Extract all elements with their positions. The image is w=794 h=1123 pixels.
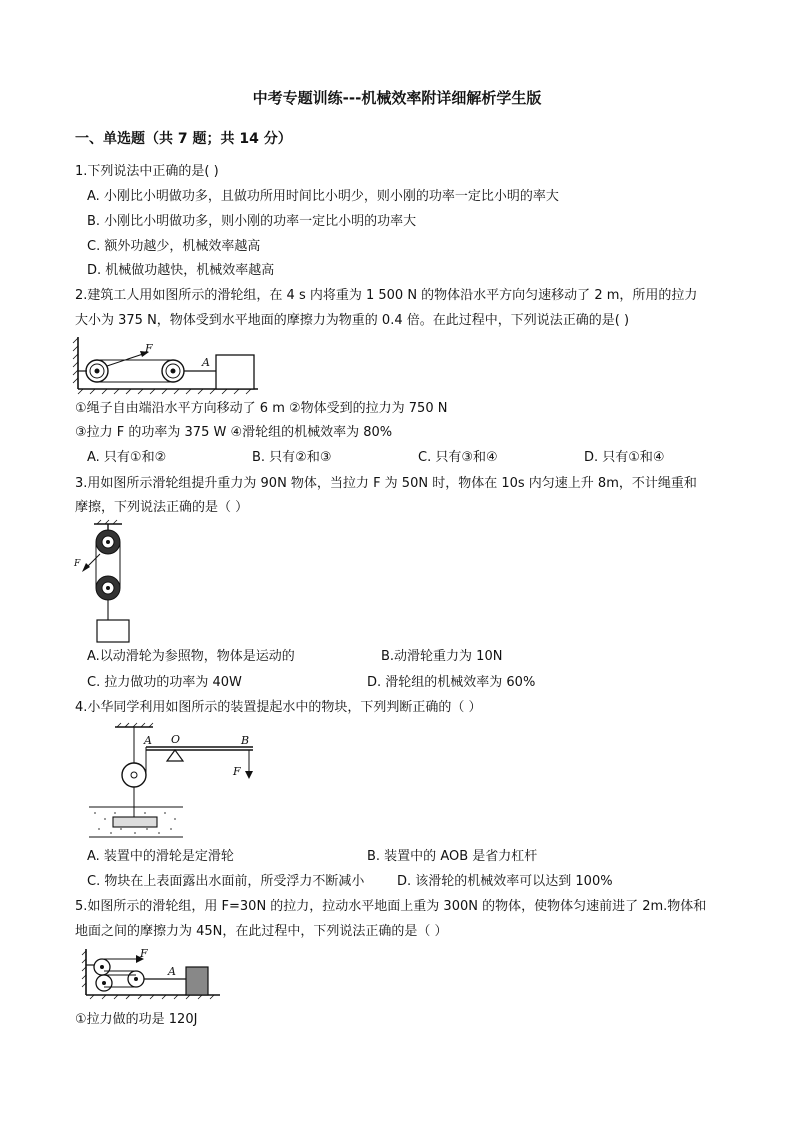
question-5-stem-line2: 地面之间的摩擦力为 45N，在此过程中，下列说法正确的是（ ） — [75, 924, 448, 939]
question-3-stem: 3.用如图所示滑轮组提升重力为 90N 物体，当拉力 F 为 50N 时，物体在 10s 内匀速上升 8m，不计绳重和 — [75, 476, 697, 491]
svg-text:F: F — [74, 559, 81, 569]
question-2-statement-1: ①绳子自由端沿水平方向移动了 6 m ②物体受到的拉力为 750 N — [75, 401, 448, 416]
svg-text:F: F — [145, 342, 153, 355]
question-2-option-d: D. 只有①和④ — [584, 450, 665, 465]
question-2-pulley-figure — [73, 333, 263, 395]
question-2-stem: 2.建筑工人用如图所示的滑轮组，在 4 s 内将重为 1 500 N 的物体沿水平方向匀速移动了 2 m，所用的拉力 — [75, 288, 698, 303]
svg-text:A: A — [144, 734, 152, 747]
question-4-option-a: A. 装置中的滑轮是定滑轮 — [87, 849, 234, 864]
question-3-option-a: A.以动滑轮为参照物，物体是运动的 — [87, 649, 295, 664]
svg-text:O: O — [171, 733, 181, 746]
question-3-option-c: C. 拉力做功的功率为 40W — [87, 675, 242, 690]
svg-text:A: A — [202, 356, 210, 369]
question-2-statement-2: ③拉力 F 的功率为 375 W ④滑轮组的机械效率为 80% — [75, 425, 393, 440]
question-4-option-c: C. 物块在上表面露出水面前，所受浮力不断减小 — [87, 874, 365, 889]
question-4-option-d: D. 该滑轮的机械效率可以达到 100% — [397, 874, 613, 889]
section-heading: 一、单选题（共 7 题；共 14 分） — [75, 131, 292, 147]
question-5-pulley-figure — [82, 945, 222, 1001]
question-3-option-b: B.动滑轮重力为 10N — [381, 649, 503, 664]
svg-text:F: F — [140, 947, 148, 960]
question-1-option-d: D. 机械做功越快，机械效率越高 — [87, 263, 275, 278]
question-1-option-c: C. 额外功越少，机械效率越高 — [87, 239, 261, 254]
question-2-option-a: A. 只有①和② — [87, 450, 167, 465]
svg-text:F: F — [233, 765, 241, 778]
question-1-option-b: B. 小刚比小明做功多，则小刚的功率一定比小明的功率大 — [87, 214, 417, 229]
question-1-option-a: A. 小刚比小明做功多，且做功所用时间比小明少，则小刚的功率一定比小明的率大 — [87, 189, 559, 204]
question-2-option-b: B. 只有②和③ — [252, 450, 332, 465]
question-2-stem-line2: 大小为 375 N，物体受到水平地面的摩擦力为物重的 0.4 倍。在此过程中，下列说法正确的是( ) — [75, 313, 630, 328]
page-title: 中考专题训练---机械效率附详细解析学生版 — [252, 89, 542, 107]
svg-text:A: A — [168, 965, 176, 978]
question-3-option-d: D. 滑轮组的机械效率为 60% — [367, 675, 536, 690]
question-1-stem: 1.下列说法中正确的是( ) — [75, 164, 219, 179]
question-4-lever-figure — [85, 723, 265, 841]
question-4-stem: 4.小华同学利用如图所示的装置提起水中的物块，下列判断正确的（ ） — [75, 700, 482, 715]
question-5-stem: 5.如图所示的滑轮组，用 F=30N 的拉力，拉动水平地面上重为 300N 的物体，使物体匀速前进了 2m.物体和 — [75, 899, 707, 914]
svg-text:B: B — [241, 734, 250, 747]
question-3-stem-line2: 摩擦，下列说法正确的是（ ） — [75, 500, 249, 515]
question-5-statement-1: ①拉力做的功是 120J — [75, 1012, 198, 1027]
question-4-option-b: B. 装置中的 AOB 是省力杠杆 — [367, 849, 538, 864]
question-3-pulley-figure — [72, 522, 134, 644]
question-2-option-c: C. 只有③和④ — [418, 450, 498, 465]
